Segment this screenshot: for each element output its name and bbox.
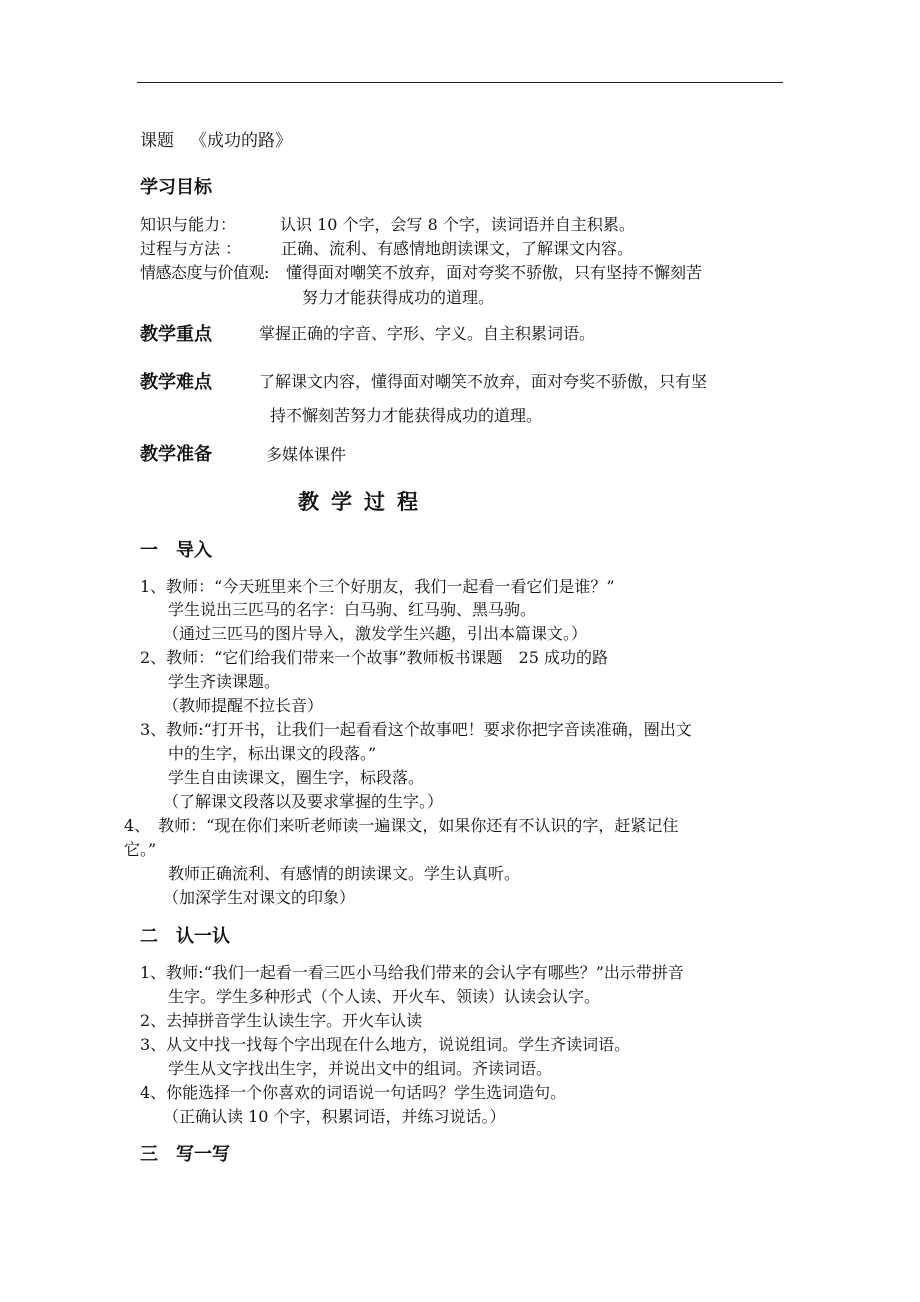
recognize-line: 2、去掉拼音学生认读生字。开火车认读 xyxy=(140,1011,423,1030)
section-intro-heading: 一 导入 xyxy=(140,540,212,561)
intro-line: （加深学生对课文的印象） xyxy=(163,888,356,907)
recognize-line: 3、从文中找一找每个字出现在什么地方，说说组词。学生齐读词语。 xyxy=(140,1035,631,1054)
recognize-line: （正确认读 10 个字，积累词语，并练习说话。） xyxy=(163,1107,506,1126)
intro-line: 学生自由读课文，圈生字，标段落。 xyxy=(168,768,425,787)
difficulties-line-1: 了解课文内容，懂得面对嘲笑不放弃，面对夸奖不骄傲，只有坚 xyxy=(259,372,708,391)
difficulties-line-2: 持不懈刻苦努力才能获得成功的道理。 xyxy=(270,406,543,425)
recognize-line: 4、你能选择一个你喜欢的词语说一句话吗？学生选词造句。 xyxy=(140,1083,567,1102)
lesson-title xyxy=(140,126,292,151)
intro-line: 4、 教师：“现在你们来听老师读一遍课文，如果你还有不认识的字，赶紧记住 xyxy=(124,816,679,835)
intro-line: （了解课文段落以及要求掌握的生字。） xyxy=(163,792,444,811)
recognize-line: 学生从文字找出生字，并说出文中的组词。齐读词语。 xyxy=(168,1059,553,1078)
recognize-line: 生字。学生多种形式（个人读、开火车、领读）认读会认字。 xyxy=(168,987,601,1006)
objectives-heading: 学习目标 xyxy=(140,177,212,198)
objective-text-attitude-cont: 努力才能获得成功的道理。 xyxy=(302,288,495,307)
lesson-name: 《成功的路》 xyxy=(190,131,292,151)
section-recognize-heading: 二 认一认 xyxy=(140,926,230,947)
header-rule xyxy=(137,82,783,83)
intro-line: 它。” xyxy=(124,840,157,859)
preparation-text: 多媒体课件 xyxy=(266,445,347,464)
intro-line: 学生齐读课题。 xyxy=(168,672,281,691)
intro-line: 1、教师：“今天班里来个三个好朋友，我们一起看一看它们是谁？” xyxy=(140,577,615,596)
lesson-label: 课题 xyxy=(140,131,174,151)
process-title: 教学过程 xyxy=(298,490,430,514)
key-points-label: 教学重点 xyxy=(140,324,212,345)
preparation-label: 教学准备 xyxy=(140,444,212,465)
section-write-heading: 三 写一写 xyxy=(140,1144,230,1165)
intro-line: 学生说出三匹马的名字：白马驹、红马驹、黑马驹。 xyxy=(168,600,537,619)
objective-text-process: 正确、流利、有感情地朗读课文，了解课文内容。 xyxy=(281,239,634,258)
objective-text-attitude: 懂得面对嘲笑不放弃，面对夸奖不骄傲，只有坚持不懈刻苦 xyxy=(286,263,703,282)
objective-label-process: 过程与方法 ： xyxy=(140,239,242,258)
intro-line: （通过三匹马的图片导入，激发学生兴趣，引出本篇课文。） xyxy=(163,624,588,643)
intro-line: 中的生字，标出课文的段落。” xyxy=(168,744,377,763)
intro-line: 教师正确流利、有感情的朗读课文。学生认真听。 xyxy=(168,864,521,883)
difficulties-label: 教学难点 xyxy=(140,372,212,393)
recognize-line: 1、教师:“我们一起看一看三匹小马给我们带来的会认字有哪些？”出示带拼音 xyxy=(140,963,684,982)
intro-line: 2、教师：“它们给我们带来一个故事”教师板书课题 25 成功的路 xyxy=(140,648,608,667)
objective-label-knowledge: 知识与能力： xyxy=(140,215,237,234)
objective-text-knowledge: 认识 10 个字，会写 8 个字，读词语并自主积累。 xyxy=(280,215,635,234)
intro-line: （教师提醒不拉长音） xyxy=(163,696,324,715)
intro-line: 3、教师:“打开书，让我们一起看看这个故事吧！要求你把字音读准确，圈出文 xyxy=(140,720,692,739)
objective-label-attitude: 情感态度与价值观: xyxy=(140,263,269,282)
key-points-text: 掌握正确的字音、字形、字义。自主积累词语。 xyxy=(259,324,596,343)
